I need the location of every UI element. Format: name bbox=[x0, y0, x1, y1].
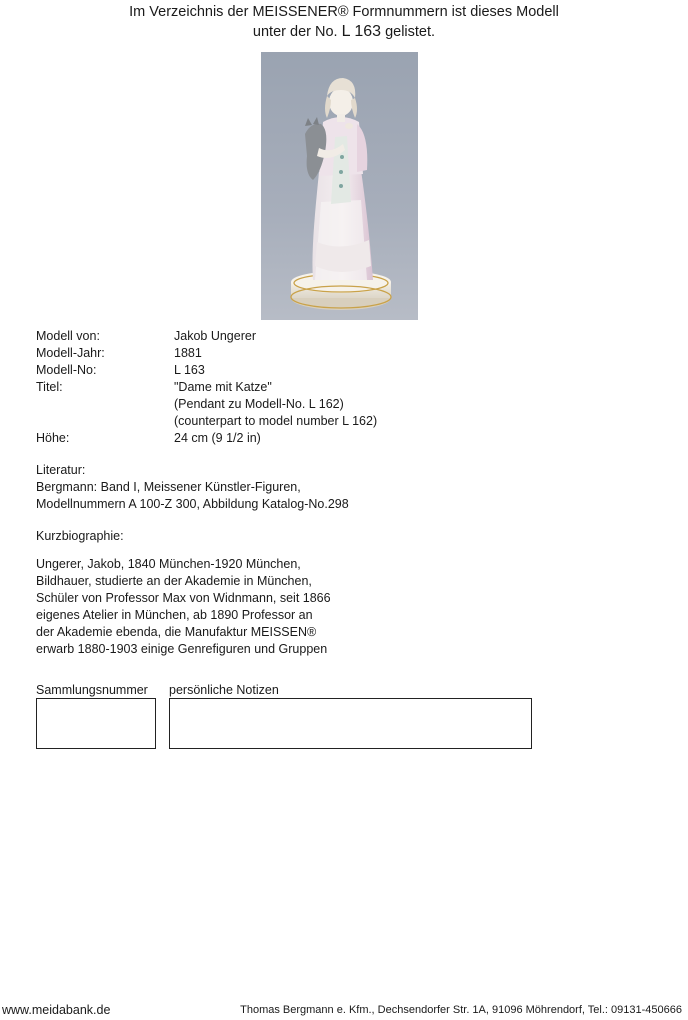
header-line-2-suffix: gelistet. bbox=[385, 24, 436, 40]
modell-jahr-value: 1881 bbox=[174, 346, 202, 360]
notizen-label: persönliche Notizen bbox=[169, 683, 279, 697]
modell-von-value: Jakob Ungerer bbox=[174, 329, 256, 343]
footer-website-link[interactable]: www.meidabank.de bbox=[2, 1003, 111, 1017]
hoehe-value: 24 cm (9 1/2 in) bbox=[174, 431, 261, 445]
literatur-line-1: Bergmann: Band I, Meissener Künstler-Figuren, bbox=[36, 480, 301, 494]
page-header bbox=[0, 2, 688, 42]
header-line-2 bbox=[0, 22, 688, 42]
titel-value-line-2: (Pendant zu Modell-No. L 162) bbox=[174, 397, 344, 411]
modell-von-label: Modell von: bbox=[36, 329, 100, 343]
bio-line: Bildhauer, studierte an der Akademie in München, bbox=[36, 574, 312, 588]
hoehe-label: Höhe: bbox=[36, 431, 70, 445]
titel-value-line-1: "Dame mit Katze" bbox=[174, 380, 272, 394]
bio-line: Ungerer, Jakob, 1840 München-1920 München, bbox=[36, 557, 301, 571]
kurzbiographie-text bbox=[36, 556, 331, 658]
literatur-heading: Literatur: bbox=[36, 463, 86, 477]
modell-no-value: L 163 bbox=[174, 363, 205, 377]
header-line-2-prefix: unter der No. bbox=[252, 24, 338, 40]
modell-jahr-label: Modell-Jahr: bbox=[36, 346, 105, 360]
bio-line: eigenes Atelier in München, ab 1890 Professor an bbox=[36, 608, 313, 622]
bio-line: erwarb 1880-1903 einige Genrefiguren und Gruppen bbox=[36, 642, 328, 656]
sammlungsnummer-field[interactable] bbox=[36, 698, 156, 749]
titel-label: Titel: bbox=[36, 380, 63, 394]
notizen-field[interactable] bbox=[169, 698, 532, 749]
header-line-1: Im Verzeichnis der MEISSENER® Formnummern ist dieses Modell bbox=[129, 4, 559, 20]
sammlungsnummer-label: Sammlungsnummer bbox=[36, 683, 148, 697]
bio-line: Schüler von Professor Max von Widnmann, seit 1866 bbox=[36, 591, 331, 605]
figurine-photo bbox=[261, 52, 418, 320]
footer-address: Thomas Bergmann e. Kfm., Dechsendorfer Str. 1A, 91096 Möhrendorf, Tel.: 09131-450666 bbox=[240, 1004, 682, 1016]
header-model-number: L 163 bbox=[341, 23, 382, 40]
titel-value-line-3: (counterpart to model number L 162) bbox=[174, 414, 378, 428]
literatur-line-2: Modellnummern A 100-Z 300, Abbildung Katalog-No.298 bbox=[36, 497, 349, 511]
bio-line: der Akademie ebenda, die Manufaktur MEISSEN® bbox=[36, 625, 317, 639]
literatur-section bbox=[36, 462, 349, 513]
kurzbiographie-heading: Kurzbiographie: bbox=[36, 529, 124, 543]
modell-no-label: Modell-No: bbox=[36, 363, 97, 377]
